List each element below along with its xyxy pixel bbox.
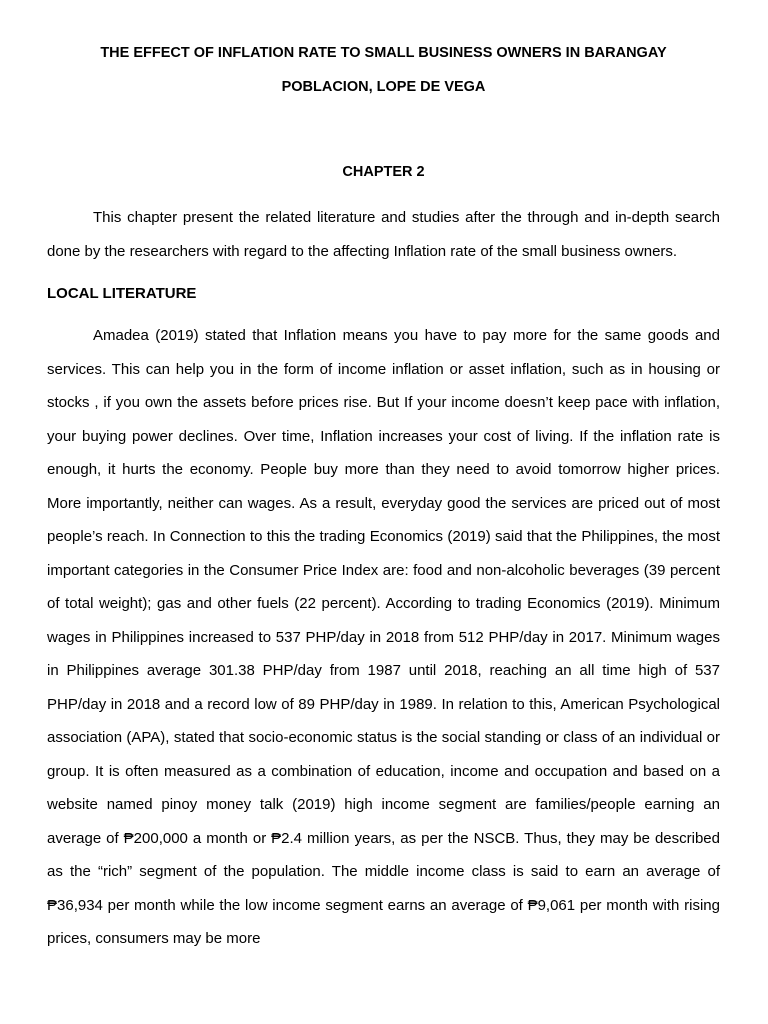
document-page	[47, 36, 720, 956]
document-title	[47, 36, 720, 104]
section-heading-local-literature: LOCAL LITERATURE	[47, 285, 197, 302]
chapter-heading: CHAPTER 2	[342, 164, 425, 180]
document-title-line-2: POBLACION, LOPE DE VEGA	[281, 79, 486, 95]
body-paragraph: Amadea (2019) stated that Inflation means you have to pay more for the same goods and services. This can help you in the form of income inflation or asset inflation, such as in housing or stocks , if you own the assets before prices rise. But If your income doesn’t keep pace with inflation, your buying power declines. Over time, Inflation increases your cost of living. If the inflation rate is enough, it hurts the economy. People buy more than they need to avoid tomorrow higher prices. More importantly, neither can wages. As a result, everyday good the services are priced out of most people’s reach. In Connection to this the trading Economics (2019) said that the Philippines, the most important categories in the Consumer Price Index are: food and non-alcoholic beverages (39 percent of total weight); gas and other fuels (22 percent). According to trading Economics (2019). Minimum wages in Philippines increased to 537 PHP/day in 2018 from 512 PHP/day in 2017. Minimum wages in Philippines average 301.38 PHP/day from 1987 until 2018, reaching an all time high of 537 PHP/day in 2018 and a record low of 89 PHP/day in 1989. In relation to this, American Psychological association (APA), stated that socio-economic status is the social standing or class of an individual or group. It is often measured as a combination of education, income and occupation and based on a website named pinoy money talk (2019) high income segment are families/people earning an average of ₱200,000 a month or ₱2.4 million years, as per the NSCB. Thus, they may be described as the “rich” segment of the population. The middle income class is said to earn an average of ₱36,934 per month while the low income segment earns an average of ₱9,061 per month with rising prices, consumers may be more	[47, 327, 720, 947]
intro-paragraph: This chapter present the related literature and studies after the through and in-depth search done by the researchers with regard to the affecting Inflation rate of the small business owners.	[47, 209, 720, 260]
document-title-line-1: THE EFFECT OF INFLATION RATE TO SMALL BUSINESS OWNERS IN BARANGAY	[100, 45, 667, 61]
